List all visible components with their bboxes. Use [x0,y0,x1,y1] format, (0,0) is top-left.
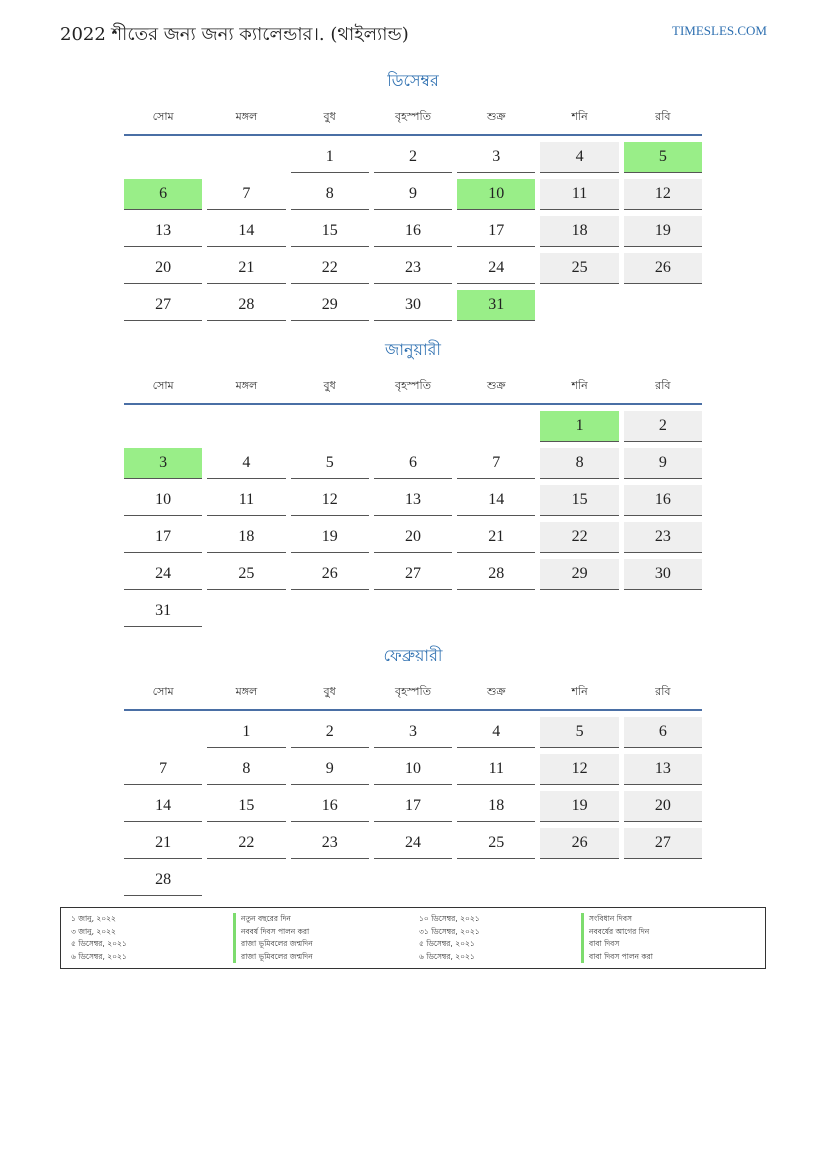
holiday-date: ১০ ডিসেম্বর, ২০২১ [419,914,480,923]
day-cell[interactable]: 22 [291,253,369,284]
day-cell[interactable]: 9 [291,754,369,785]
empty-cell [124,717,202,747]
empty-cell [124,142,202,172]
holiday-date: ৩১ ডিসেম্বর, ২০২১ [419,926,480,936]
holiday-name: নববর্ষের আগের দিন [581,926,767,939]
holiday-date: ৫ ডিসেম্বর, ২০২১ [71,939,127,948]
weekday-label: বুধ [323,685,336,698]
weekday-label: বুধ [323,379,336,392]
holiday-name: নতুন বছরের দিন [233,913,419,926]
day-cell[interactable]: 12 [291,485,369,516]
legend-row [71,913,755,926]
day-cell[interactable]: 29 [291,290,369,321]
empty-cell [207,142,285,172]
weekday-header [124,375,702,405]
day-cell[interactable]: 15 [207,791,285,822]
day-cell[interactable]: 15 [291,216,369,247]
day-cell[interactable]: 16 [291,791,369,822]
day-cell[interactable]: 15 [540,485,618,516]
day-cell[interactable]: 27 [124,290,202,321]
empty-cell [374,411,452,441]
empty-cell [291,596,369,626]
day-cell[interactable]: 25 [207,559,285,590]
weekday-label: বৃহস্পতি [395,379,431,392]
month-title: ডিসেম্বর [387,71,439,90]
day-cell[interactable]: 16 [374,216,452,247]
day-cell[interactable]: 12 [540,754,618,785]
day-cell[interactable]: 24 [124,559,202,590]
empty-cell [207,865,285,895]
day-cell[interactable]: 17 [457,216,535,247]
weekday-label: শনি [571,110,588,123]
day-cell[interactable]: 8 [207,754,285,785]
day-cell[interactable]: 17 [124,522,202,553]
day-cell[interactable]: 28 [457,559,535,590]
day-cell[interactable]: 21 [457,522,535,553]
day-cell[interactable]: 24 [457,253,535,284]
weekday-label: রবি [655,379,671,392]
day-cell[interactable]: 3 [124,448,202,479]
day-cell[interactable]: 5 [540,717,618,748]
day-cell[interactable]: 1 [207,717,285,748]
day-cell[interactable]: 11 [207,485,285,516]
day-cell[interactable]: 10 [124,485,202,516]
holiday-date: ৫ ডিসেম্বর, ২০২১ [419,939,475,948]
day-cell[interactable]: 30 [374,290,452,321]
day-cell[interactable]: 2 [291,717,369,748]
day-cell[interactable]: 7 [207,179,285,210]
day-cell[interactable]: 11 [540,179,618,210]
day-cell[interactable]: 16 [624,485,702,516]
day-cell[interactable]: 9 [624,448,702,479]
weekday-label: মঙ্গল [235,379,258,392]
weekday-label: শনি [571,685,588,698]
day-cell[interactable]: 26 [624,253,702,284]
weekday-header [124,106,702,136]
legend-row [71,926,755,939]
day-cell[interactable]: 2 [624,411,702,442]
day-cell[interactable]: 14 [124,791,202,822]
weekday-label: বৃহস্পতি [395,110,431,123]
day-cell[interactable]: 9 [374,179,452,210]
weekday-label: সোম [152,110,174,123]
day-cell[interactable]: 3 [457,142,535,173]
day-cell[interactable]: 13 [624,754,702,785]
day-cell[interactable]: 10 [374,754,452,785]
empty-cell [124,411,202,441]
empty-cell [624,865,702,895]
day-cell[interactable]: 27 [374,559,452,590]
day-cell[interactable]: 2 [374,142,452,173]
day-cell[interactable]: 4 [540,142,618,173]
day-cell[interactable]: 1 [540,411,618,442]
empty-cell [207,411,285,441]
day-cell[interactable]: 13 [124,216,202,247]
page-title: 2022 শীতের জন্য জন্য ক্যালেন্ডার।. (থাইল্যান্ড) [60,24,409,45]
empty-cell [457,596,535,626]
empty-cell [291,411,369,441]
day-cell[interactable]: 25 [457,828,535,859]
holiday-date: ৬ ডিসেম্বর, ২০২১ [71,951,127,961]
day-cell[interactable]: 19 [540,791,618,822]
day-cell[interactable]: 17 [374,791,452,822]
day-cell[interactable]: 3 [374,717,452,748]
day-cell[interactable]: 7 [457,448,535,479]
holiday-name: রাজা ভূমিবলের জন্মদিন [233,938,419,951]
weekday-label: বুধ [323,110,336,123]
day-cell[interactable]: 31 [124,596,202,627]
holiday-name: বাবা দিবস পালন করা [581,951,767,964]
weekday-label: শুক্র [486,685,506,698]
day-cell[interactable]: 25 [540,253,618,284]
day-cell[interactable]: 19 [624,216,702,247]
weekday-label: রবি [655,110,671,123]
day-cell[interactable]: 20 [124,253,202,284]
day-cell[interactable]: 20 [624,791,702,822]
day-cell[interactable]: 4 [207,448,285,479]
day-cell[interactable]: 22 [540,522,618,553]
holiday-date: ১ জানু, ২০২২ [71,914,116,923]
day-cell[interactable]: 23 [291,828,369,859]
day-cell[interactable]: 21 [124,828,202,859]
day-cell[interactable]: 14 [457,485,535,516]
day-cell[interactable]: 19 [291,522,369,553]
day-cell[interactable]: 8 [291,179,369,210]
day-cell[interactable]: 5 [624,142,702,173]
day-cell[interactable]: 29 [540,559,618,590]
empty-cell [374,865,452,895]
holiday-legend [60,907,766,969]
weekday-label: শনি [571,379,588,392]
day-grid [124,411,702,627]
holiday-name: রাজা ভূমিবলের জন্মদিন [233,951,419,964]
holiday-name: নববর্ষ দিবস পালন করা [233,926,419,939]
empty-cell [540,865,618,895]
empty-cell [457,865,535,895]
day-cell[interactable]: 7 [124,754,202,785]
weekday-label: সোম [152,379,174,392]
day-cell[interactable]: 13 [374,485,452,516]
weekday-label: শুক্র [486,379,506,392]
day-cell[interactable]: 5 [291,448,369,479]
day-cell[interactable]: 6 [374,448,452,479]
month-december [124,70,702,321]
day-cell[interactable]: 8 [540,448,618,479]
day-cell[interactable]: 12 [624,179,702,210]
day-cell[interactable]: 1 [291,142,369,173]
month-february [124,645,702,896]
empty-cell [540,290,618,320]
month-title: জানুয়ারী [385,340,441,359]
holiday-date: ৬ ডিসেম্বর, ২০২১ [419,951,475,961]
day-cell[interactable]: 22 [207,828,285,859]
holiday-name: বাবা দিবস [581,938,767,951]
day-grid [124,142,702,321]
legend-row [71,938,755,951]
holiday-name: সংবিধান দিবস [581,913,767,926]
weekday-header [124,681,702,711]
day-cell[interactable]: 28 [124,865,202,896]
day-cell[interactable]: 26 [291,559,369,590]
day-cell[interactable]: 27 [624,828,702,859]
day-cell[interactable]: 20 [374,522,452,553]
weekday-label: বৃহস্পতি [395,685,431,698]
empty-cell [374,596,452,626]
day-cell[interactable]: 4 [457,717,535,748]
day-cell[interactable]: 10 [457,179,535,210]
month-title: ফেব্রুয়ারী [383,646,443,665]
site-link[interactable]: TIMESLES.COM [672,23,767,38]
holiday-date: ৩ জানু, ২০২২ [71,926,116,936]
day-cell[interactable]: 21 [207,253,285,284]
day-cell[interactable]: 31 [457,290,535,321]
weekday-label: মঙ্গল [235,110,258,123]
empty-cell [624,596,702,626]
day-cell[interactable]: 23 [624,522,702,553]
day-cell[interactable]: 6 [624,717,702,748]
weekday-label: সোম [152,685,174,698]
day-cell[interactable]: 23 [374,253,452,284]
day-cell[interactable]: 18 [457,791,535,822]
day-cell[interactable]: 28 [207,290,285,321]
day-grid [124,717,702,896]
day-cell[interactable]: 18 [540,216,618,247]
day-cell[interactable]: 11 [457,754,535,785]
empty-cell [207,596,285,626]
empty-cell [624,290,702,320]
empty-cell [540,596,618,626]
weekday-label: রবি [655,685,671,698]
day-cell[interactable]: 18 [207,522,285,553]
empty-cell [291,865,369,895]
weekday-label: শুক্র [486,110,506,123]
month-january [124,339,702,627]
day-cell[interactable]: 6 [124,179,202,210]
day-cell[interactable]: 30 [624,559,702,590]
empty-cell [457,411,535,441]
day-cell[interactable]: 26 [540,828,618,859]
legend-row [71,951,755,964]
day-cell[interactable]: 14 [207,216,285,247]
weekday-label: মঙ্গল [235,685,258,698]
day-cell[interactable]: 24 [374,828,452,859]
